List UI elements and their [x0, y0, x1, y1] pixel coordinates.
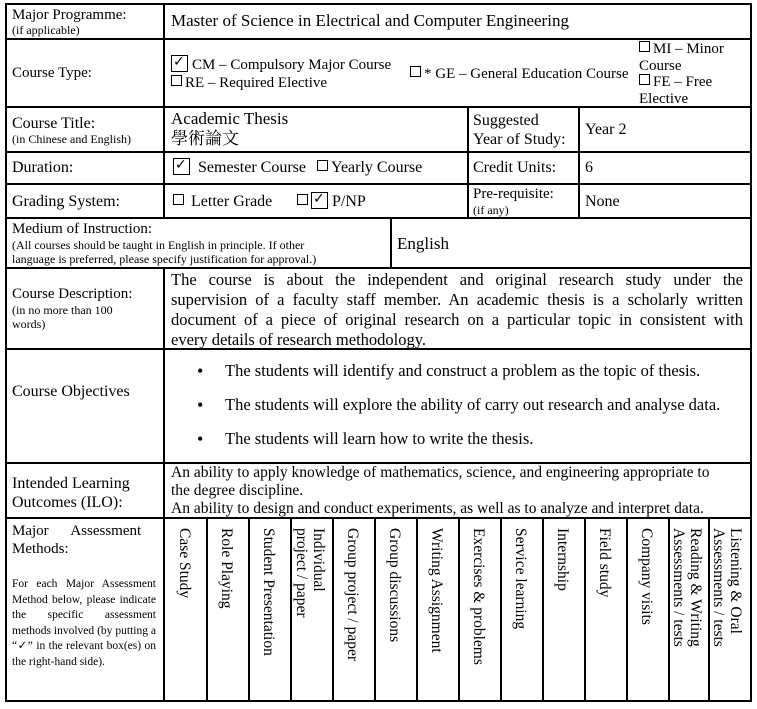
course-objectives-label: Course Objectives [12, 383, 130, 400]
course-type-fe-label: FE – Free [653, 74, 713, 90]
course-type-re-option[interactable] [171, 74, 327, 92]
row-divider [5, 183, 752, 185]
column-divider [390, 217, 392, 267]
assessment-column-listening-oral: Listening & Oral Assessments / tests [710, 528, 744, 647]
column-divider [332, 517, 334, 702]
assessment-instructions: For each Major Assessment Method below, please indicate the specific assessment methods involved (by putting a “✓” in the relevant box(es) on the right-hand side). [12, 578, 156, 668]
column-divider [542, 517, 544, 702]
assessment-label: Major Assessment [12, 523, 142, 539]
course-description-line: supervision of a faculty staff member. An academic thesis is a scholarly written [171, 290, 743, 309]
checkbox-icon [297, 194, 308, 205]
medium-note-2: language is preferred, please specify justification for approval.) [12, 252, 317, 266]
duration-yearly-option[interactable] [317, 158, 422, 177]
course-objectives-list [165, 361, 750, 449]
column-divider [163, 267, 165, 702]
row-divider [5, 700, 752, 702]
assessment-column-field-study: Field study [596, 528, 613, 598]
checked-checkbox-icon [173, 158, 190, 175]
medium-label: Medium of Instruction: [12, 221, 152, 237]
course-type-mi-option[interactable] [639, 40, 724, 58]
assessment-column-reading-writing: Reading & Writing Assessments / tests [670, 528, 704, 647]
ilo-line: the degree discipline. [171, 482, 304, 499]
row-divider [5, 267, 752, 269]
duration-label: Duration: [12, 159, 74, 176]
assessment-column-company-visits: Company visits [638, 528, 655, 625]
course-type-fe-label-2: Elective [639, 91, 689, 107]
assessment-column-group-discussions: Group discussions [386, 528, 403, 643]
grading-letter-option[interactable] [173, 192, 272, 211]
major-programme-note: (if applicable) [12, 23, 80, 37]
course-title-note: (in Chinese and English) [12, 132, 131, 146]
medium-value: English [397, 234, 449, 253]
course-title-zh: 學術論文 [171, 129, 239, 148]
course-type-mi-label-2: Course [639, 58, 682, 74]
ilo-line: An ability to design and conduct experiments, as well as to analyze and interpret data. [171, 500, 704, 517]
row-divider [5, 151, 752, 153]
course-description-label: Course Description: [12, 286, 133, 302]
column-divider [578, 106, 580, 217]
credit-units-label: Credit Units: [473, 159, 557, 176]
column-divider [5, 3, 7, 702]
suggested-year-value: Year 2 [585, 121, 627, 138]
row-divider [5, 217, 752, 219]
suggested-year-label: Suggested [473, 112, 539, 129]
grading-system-label: Grading System: [12, 193, 120, 210]
course-title-en: Academic Thesis [171, 109, 289, 128]
prerequisite-label: Pre-requisite: [473, 186, 554, 202]
ilo-label-2: Outcomes (ILO): [12, 494, 123, 511]
assessment-column-writing-assignment: Writing Assignment [428, 528, 445, 653]
credit-units-value: 6 [585, 159, 593, 176]
ilo-text [171, 464, 709, 518]
column-divider [467, 106, 469, 217]
assessment-column-internship: Internship [554, 528, 571, 591]
duration-yearly-label: Yearly Course [331, 159, 423, 176]
column-divider [206, 517, 208, 702]
checkbox-icon [639, 74, 650, 85]
checked-checkbox-icon [171, 55, 188, 72]
course-title-label: Course Title: [12, 115, 96, 132]
prerequisite-note: (if any) [473, 203, 509, 217]
course-type-cm-option[interactable] [171, 55, 391, 74]
course-type-label: Course Type: [12, 65, 92, 81]
checked-checkbox-icon [311, 192, 328, 209]
assessment-column-group-project: Group project / paper [344, 528, 361, 661]
ilo-label: Intended Learning [12, 475, 130, 492]
suggested-year-label-2: Year of Study: [473, 131, 566, 148]
column-divider [163, 3, 165, 217]
grading-pnp-label: P/NP [332, 193, 366, 210]
column-divider [416, 517, 418, 702]
checkbox-icon [173, 194, 184, 205]
course-description-note-1: (in no more than 100 [12, 303, 113, 317]
list-item: • The students will learn how to write the thesis. [165, 429, 750, 449]
assessment-label-2: Methods: [12, 541, 69, 557]
prerequisite-value: None [585, 193, 620, 210]
row-divider [5, 3, 752, 5]
column-divider [500, 517, 502, 702]
assessment-column-role-playing: Role Playing [218, 528, 235, 609]
medium-note-1: (All courses should be taught in English in principle. If other [12, 238, 305, 252]
course-description-line: The course is about the independent and original research study under the [171, 270, 743, 289]
duration-semester-label: Semester Course [198, 159, 306, 176]
list-item: • The students will identify and construct a problem as the topic of thesis. [165, 361, 750, 381]
course-description-note-2: words) [12, 317, 46, 331]
assessment-column-student-presentation: Student Presentation [260, 528, 277, 656]
column-divider [458, 517, 460, 702]
grading-letter-label: Letter Grade [191, 193, 273, 210]
column-divider [248, 517, 250, 702]
column-divider [626, 517, 628, 702]
column-divider [584, 517, 586, 702]
course-type-fe-option[interactable] [639, 73, 712, 91]
course-type-mi-label: MI – Minor [653, 41, 724, 57]
assessment-column-case-study: Case Study [176, 528, 193, 599]
checkbox-icon [317, 160, 328, 171]
assessment-column-individual-project: Individual project / paper [293, 528, 327, 618]
checkbox-icon [639, 41, 650, 52]
checkbox-icon [171, 75, 182, 86]
column-divider [374, 517, 376, 702]
ilo-line: An ability to apply knowledge of mathematics, science, and engineering appropriate to [171, 464, 710, 481]
assessment-column-exercises-problems: Exercises & problems [470, 528, 487, 665]
column-divider [750, 3, 752, 702]
column-divider [290, 517, 292, 702]
course-description-line: document of a piece of original research on a particular topic in consistent with [171, 310, 743, 329]
list-item: • The students will explore the ability of carry out research and analyse data. [165, 395, 750, 415]
course-type-ge-label: * GE – General Education Course [424, 66, 629, 82]
assessment-column-service-learning: Service learning [512, 528, 529, 630]
course-type-re-label: RE – Required Elective [185, 75, 328, 91]
course-type-cm-label: CM – Compulsory Major Course [192, 57, 392, 73]
course-description-text [171, 270, 743, 350]
major-programme-value: Master of Science in Electrical and Computer Engineering [171, 11, 569, 30]
checkbox-icon [410, 66, 421, 77]
duration-semester-option[interactable] [173, 158, 306, 177]
grading-pnp-option[interactable] [297, 192, 366, 211]
course-type-ge-option[interactable] [410, 65, 629, 83]
course-description-line: every details of research methodology. [171, 330, 427, 349]
major-programme-label: Major Programme: [12, 7, 127, 23]
